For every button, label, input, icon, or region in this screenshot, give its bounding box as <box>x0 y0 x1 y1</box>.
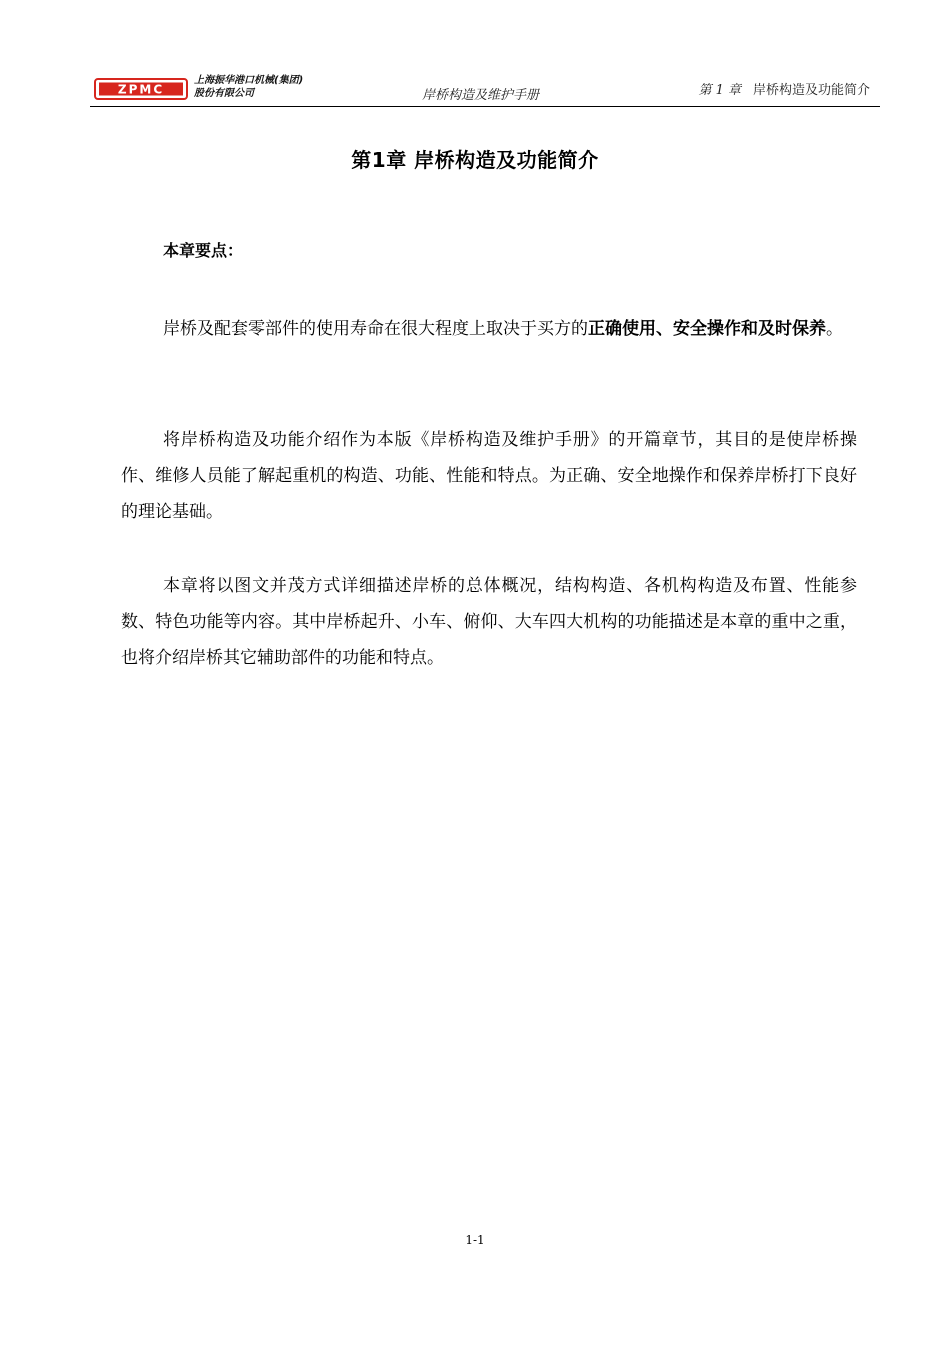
paragraph-2: 将岸桥构造及功能介绍作为本版《岸桥构造及维护手册》的开篇章节，其目的是使岸桥操作、维修人员能了解起重机的构造、功能、性能和特点。为正确、安全地操作和保养岸桥打下良好的理论基础。 <box>121 430 857 522</box>
running-chapter-title <box>698 79 870 98</box>
running-chapter-name: 岸桥构造及功能简介 <box>752 83 870 98</box>
paragraph-1 <box>121 311 857 347</box>
chapter-title: 第1章 岸桥构造及功能简介 <box>351 148 599 172</box>
paragraph-1-emphasis: 正确使用、安全操作和及时保养 <box>588 319 826 339</box>
zpmc-logo <box>94 78 188 100</box>
running-chapter-number: 第 1 章 <box>698 83 741 98</box>
company-name <box>194 74 334 100</box>
company-name-line1: 上海振华港口机械(集团) <box>194 75 304 86</box>
logo-text: ZPMC <box>117 82 165 97</box>
key-points-heading: 本章要点： <box>163 241 244 260</box>
page-number: 1-1 <box>465 1233 485 1247</box>
paragraph-1-lead: 岸桥及配套零部件的使用寿命在很大程度上取决于买方的 <box>163 319 588 339</box>
company-name-line2: 股份有限公司 <box>194 88 254 99</box>
header-divider <box>90 106 880 107</box>
paragraph-3: 本章将以图文并茂方式详细描述岸桥的总体概况，结构构造、各机构构造及布置、性能参数、特色功能等内容。其中岸桥起升、小车、俯仰、大车四大机构的功能描述是本章的重中之重，也将介绍岸桥其它辅助部件的功能和特点。 <box>121 576 857 668</box>
paragraph-1-tail: 。 <box>826 319 843 339</box>
page-header <box>90 72 880 106</box>
manual-title: 岸桥构造及维护手册 <box>422 88 540 103</box>
